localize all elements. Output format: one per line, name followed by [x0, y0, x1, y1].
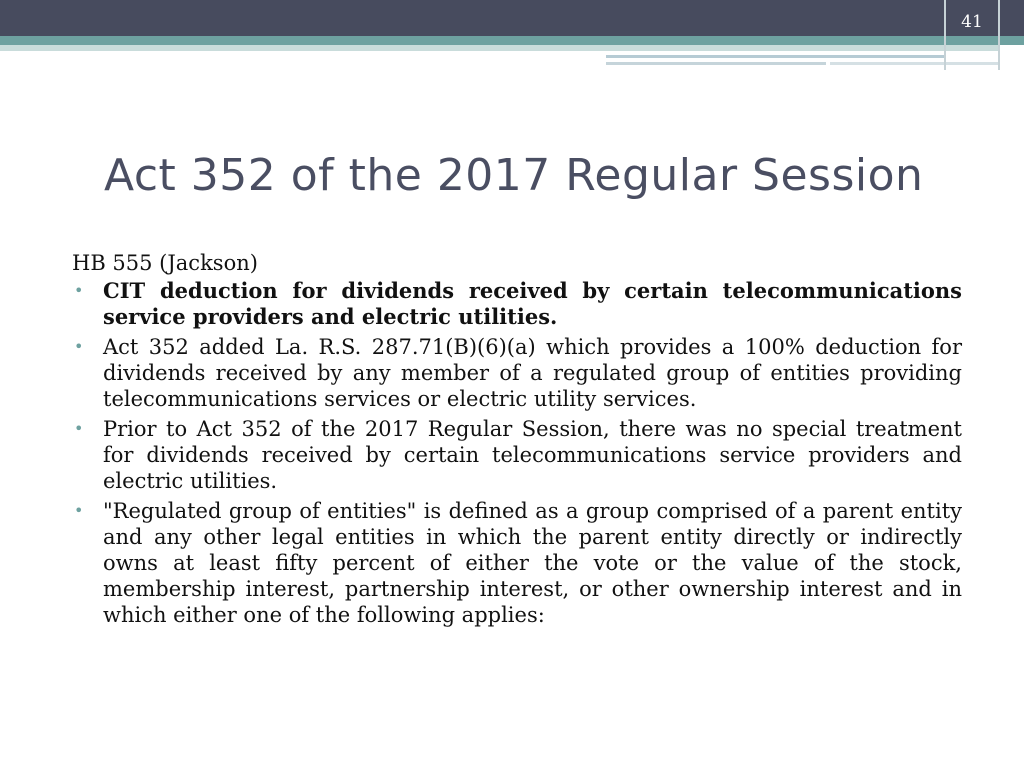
slide-number: 41: [961, 12, 983, 32]
slide-number-frame: [944, 0, 1000, 70]
header-accent-line: [606, 55, 946, 58]
bullet-icon: •: [74, 281, 84, 300]
bullet-icon: •: [74, 337, 84, 356]
header-pale-stripe: [0, 45, 1000, 51]
header-accent-line: [606, 62, 826, 65]
list-item: [72, 334, 962, 412]
bullet-icon: •: [74, 501, 84, 520]
bullet-list: [72, 278, 962, 628]
header-band: [0, 0, 1024, 36]
bullet-text: CIT deduction for dividends received by certain telecommunications service providers and electric utilities.: [103, 278, 962, 329]
list-item: [72, 498, 962, 628]
list-item: [72, 416, 962, 494]
bullet-text: "Regulated group of entities" is defined as a group comprised of a parent entity and any other legal entities in which the parent entity directly or indirectly owns at least fifty percent of either the vote or the value of the stock, membership interest, partnership interest, or other ownership interest and in which either one of the following applies:: [103, 499, 962, 627]
list-item: [72, 278, 962, 330]
slide-title: Act 352 of the 2017 Regular Session: [104, 150, 924, 201]
bullet-text: Act 352 added La. R.S. 287.71(B)(6)(a) which provides a 100% deduction for dividends received by any member of a regulated group of entities providing telecommunications services or electric utility services.: [103, 335, 962, 411]
bill-reference: HB 555 (Jackson): [72, 251, 258, 275]
header-teal-stripe: [0, 36, 1024, 45]
bullet-text: Prior to Act 352 of the 2017 Regular Session, there was no special treatment for dividends received by certain telecommunications service providers and electric utilities.: [103, 417, 962, 493]
bullet-icon: •: [74, 419, 84, 438]
slide-body: [72, 250, 962, 632]
